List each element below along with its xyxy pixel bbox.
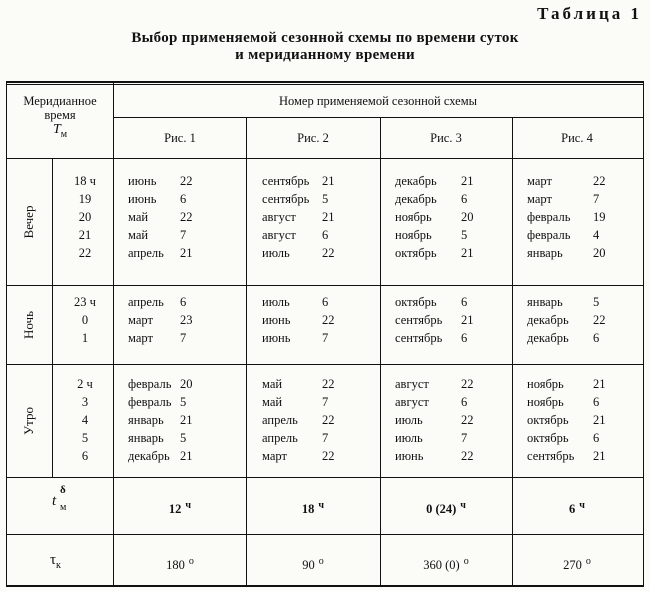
month-name: июль [395,431,423,445]
figure-header-4: Рис. 4 [561,131,593,145]
unit-mark: о [463,556,469,567]
value-text: 360 (0) [423,558,460,573]
time-header-line-1: Меридианное [23,94,97,108]
date-cell [395,190,474,208]
value-text: 90 [302,558,315,573]
date-cell [527,172,606,190]
day-number: 6 [461,295,468,309]
t-row-value-3 [380,497,512,518]
month-name: март [527,174,552,188]
month-name: декабрь [128,449,170,463]
date-column-2 [262,172,335,262]
figure-header-2: Рис. 2 [297,131,329,145]
date-cell [527,226,606,244]
day-number: 7 [593,192,600,206]
hours-column [62,293,108,347]
time-header-line-2: время [44,108,76,122]
date-cell [395,311,474,329]
day-number: 19 [593,210,606,224]
value-text: 180 [166,558,185,573]
date-cell [527,329,606,347]
date-cell [262,375,335,393]
date-cell [262,447,335,465]
group-divider-1 [6,285,644,286]
month-name: ноябрь [527,395,564,409]
day-number: 7 [322,331,329,345]
hour-cell: 18 ч [74,174,96,188]
day-number: 22 [322,413,335,427]
month-name: декабрь [527,331,569,345]
day-number: 7 [322,431,329,445]
date-column-2 [262,375,335,465]
table-right-border [643,81,644,586]
month-name: апрель [262,431,298,445]
day-number: 5 [322,192,329,206]
unit-mark: о [585,556,591,567]
date-cell [262,311,335,329]
month-name: март [262,449,287,463]
day-number: 22 [180,174,193,188]
date-cell [527,411,606,429]
t-row-value-1 [114,497,246,518]
date-cell [527,447,606,465]
date-cell [128,329,193,347]
month-name: сентябрь [395,313,443,327]
month-name: февраль [527,228,571,242]
month-name: август [262,210,296,224]
date-column-4 [527,172,606,262]
month-name: октябрь [527,413,569,427]
month-name: январь [128,413,164,427]
date-cell [262,190,335,208]
tau-row-value-4 [512,553,642,574]
day-number: 22 [322,377,335,391]
month-name: апрель [262,413,298,427]
date-cell [527,429,606,447]
day-number: 22 [322,313,335,327]
date-cell [527,375,606,393]
day-number: 6 [461,331,468,345]
day-number: 6 [461,192,468,206]
month-name: март [527,192,552,206]
figure-header-3: Рис. 3 [430,131,462,145]
day-number: 6 [461,395,468,409]
date-column-4 [527,375,606,465]
hours-column [62,172,108,262]
hour-cell: 3 [81,395,89,409]
date-cell [395,226,474,244]
date-cell [395,393,474,411]
date-column-3 [395,172,474,262]
month-name: декабрь [395,174,437,188]
month-name: июль [262,246,290,260]
day-number: 23 [180,313,193,327]
date-cell [395,411,474,429]
date-cell [527,208,606,226]
table-number-label: Таблица 1 [537,4,642,23]
hour-cell: 2 ч [77,377,93,391]
date-cell [128,244,193,262]
day-number: 5 [180,431,187,445]
day-number: 6 [322,295,329,309]
date-cell [527,244,606,262]
group-label-divider [52,158,53,478]
date-column-3 [395,375,474,465]
date-cell [128,411,193,429]
tau-symbol: $\tau_к$ [50,552,61,571]
date-cell [395,429,474,447]
day-number: 21 [180,449,193,463]
unit-mark: о [318,556,324,567]
day-number: 20 [593,246,606,260]
month-name: февраль [527,210,571,224]
date-column-4 [527,293,606,347]
unit-mark: ч [579,500,585,511]
day-number: 21 [593,413,606,427]
month-name: май [128,228,149,242]
day-number: 22 [322,246,335,260]
header-divider [113,117,644,118]
value-text: 0 (24) [426,502,457,517]
date-cell [128,190,193,208]
date-cell [395,172,474,190]
month-name: ноябрь [395,228,432,242]
hour-cell: 1 [81,331,89,345]
month-name: март [128,331,153,345]
day-number: 6 [593,331,600,345]
month-name: июнь [128,192,157,206]
day-number: 21 [322,174,335,188]
day-number: 21 [593,449,606,463]
table-bottom-border [6,585,644,587]
title-line-2: и меридианному времени [235,47,415,63]
day-number: 21 [461,246,474,260]
month-name: январь [527,295,563,309]
value-text: 18 [301,502,315,517]
day-number: 21 [180,413,193,427]
day-number: 7 [180,228,187,242]
hour-cell: 22 [78,246,92,260]
month-name: август [395,395,429,409]
day-number: 22 [461,413,474,427]
day-number: 6 [593,431,600,445]
time-header [8,94,112,142]
date-cell [395,447,474,465]
group-label-0: Вечер [21,205,36,238]
hour-cell: 4 [81,413,89,427]
month-name: сентябрь [527,449,575,463]
month-name: март [128,313,153,327]
figure-header-1: Рис. 1 [164,131,196,145]
tau-row-divider [6,534,644,535]
hour-cell: 23 ч [74,295,96,309]
day-number: 6 [180,192,187,206]
date-cell [128,293,193,311]
month-name: июль [395,413,423,427]
unit-mark: ч [318,500,325,511]
tau-row-value-3 [380,553,512,574]
scheme-header: Номер применяемой сезонной схемы [278,94,478,108]
day-number: 6 [180,295,187,309]
month-name: август [395,377,429,391]
unit-mark: ч [185,500,192,511]
date-cell [128,393,193,411]
month-name: апрель [128,246,164,260]
tau-row-value-2 [246,553,380,574]
month-name: октябрь [395,246,437,260]
date-cell [262,226,335,244]
date-cell [128,208,193,226]
date-cell [128,375,193,393]
day-number: 22 [593,313,606,327]
date-cell [395,208,474,226]
unit-mark: ч [460,500,466,511]
table-title [0,30,650,64]
date-cell [262,172,335,190]
date-cell [527,190,606,208]
month-name: октябрь [395,295,437,309]
month-name: февраль [128,395,172,409]
month-name: май [262,377,283,391]
date-cell [527,293,606,311]
time-symbol: $T_м$ [52,122,68,140]
month-name: сентябрь [262,174,310,188]
month-name: июнь [128,174,157,188]
hour-cell: 6 [81,449,89,463]
hour-cell: 0 [81,313,89,327]
hours-column [62,375,108,465]
table-left-border [6,81,7,586]
hour-cell: 5 [81,431,89,445]
t-row-value-4 [512,497,642,518]
month-name: январь [128,431,164,445]
month-name: июль [262,295,290,309]
month-name: декабрь [395,192,437,206]
date-cell [128,172,193,190]
date-cell [262,411,335,429]
day-number: 7 [322,395,329,409]
date-cell [527,311,606,329]
month-name: февраль [128,377,172,391]
t-row-divider [6,477,644,478]
date-cell [395,329,474,347]
day-number: 4 [593,228,600,242]
date-cell [128,447,193,465]
date-column-2 [262,293,335,347]
month-name: октябрь [527,431,569,445]
date-cell [128,226,193,244]
date-cell [262,208,335,226]
day-number: 21 [322,210,335,224]
day-number: 22 [180,210,193,224]
month-name: январь [527,246,563,260]
day-number: 7 [180,331,187,345]
date-cell [262,244,335,262]
month-name: май [128,210,149,224]
date-cell [395,293,474,311]
month-name: апрель [128,295,164,309]
day-number: 5 [180,395,187,409]
date-column-3 [395,293,474,347]
group-label-2: Утро [21,406,36,435]
day-number: 21 [180,246,193,260]
group-divider-2 [6,364,644,365]
month-name: сентябрь [395,331,443,345]
month-name: август [262,228,296,242]
unit-mark: о [188,556,194,567]
day-number: 22 [322,449,335,463]
day-number: 22 [593,174,606,188]
date-cell [128,311,193,329]
month-name: июнь [262,313,291,327]
month-name: май [262,395,283,409]
day-number: 5 [593,295,600,309]
table-top-border-inner [6,84,644,85]
day-number: 6 [593,395,600,409]
date-column-1 [128,172,193,262]
tau-row-value-1 [114,553,246,574]
month-name: ноябрь [527,377,564,391]
hour-cell: 20 [78,210,92,224]
month-name: ноябрь [395,210,432,224]
date-cell [395,244,474,262]
date-cell [262,429,335,447]
date-cell [527,393,606,411]
day-number: 5 [461,228,468,242]
date-cell [262,329,335,347]
value-text: 270 [563,558,582,573]
value-text: 6 [569,502,576,517]
day-number: 22 [461,449,474,463]
day-number: 20 [180,377,193,391]
date-column-1 [128,293,193,347]
date-column-1 [128,375,193,465]
t-symbol: t δ м [52,484,67,513]
hour-cell: 21 [78,228,92,242]
date-cell [262,293,335,311]
day-number: 6 [322,228,329,242]
date-cell [128,429,193,447]
day-number: 22 [461,377,474,391]
group-label-1: Ночь [21,310,36,339]
value-text: 12 [168,502,182,517]
day-number: 21 [461,313,474,327]
day-number: 7 [461,431,468,445]
date-cell [262,393,335,411]
day-number: 21 [461,174,474,188]
day-number: 21 [593,377,606,391]
t-row-value-2 [246,497,380,518]
header-bottom-divider [6,158,644,159]
table-top-border [6,81,644,83]
title-line-1: Выбор применяемой сезонной схемы по времени суток [131,30,519,46]
month-name: сентябрь [262,192,310,206]
hour-cell: 19 [78,192,92,206]
month-name: декабрь [527,313,569,327]
month-name: июнь [262,331,291,345]
date-cell [395,375,474,393]
month-name: июнь [395,449,424,463]
day-number: 20 [461,210,474,224]
